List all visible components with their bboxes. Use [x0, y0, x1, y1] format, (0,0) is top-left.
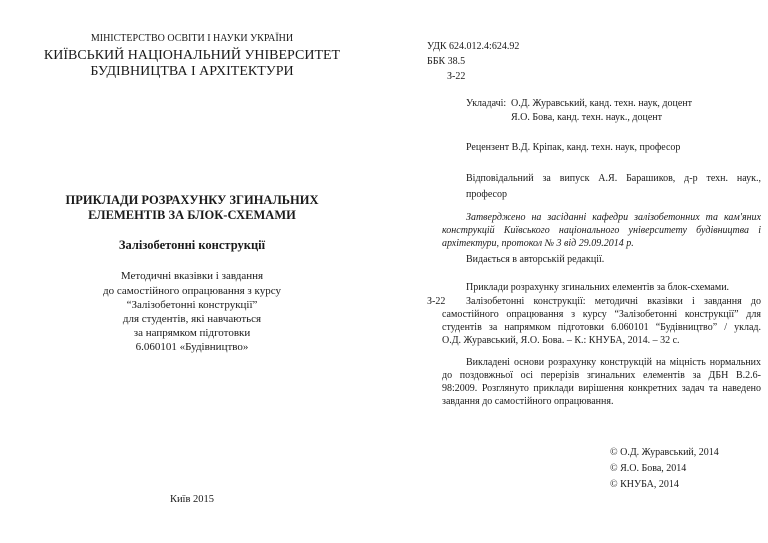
method-line: 6.060101 «Будівництво»	[135, 341, 249, 353]
abstract-line: завдання до самостійного опрацювання.	[442, 396, 614, 407]
udk-code: УДК 624.012.4:624.92	[427, 41, 520, 52]
copyright-line: © Я.О. Бова, 2014	[610, 463, 687, 474]
catalog-line: Залізобетонні конструкції: методичні вказівки і завдання до	[466, 296, 761, 307]
catalog-line: самостійного опрацювання з курсу “Залізобетонні конструкції” для	[442, 309, 761, 320]
copyright-line: © КНУБА, 2014	[610, 479, 679, 490]
approval-line3: архітектури, протокол № 3 від 29.09.2014 р.	[442, 238, 634, 249]
document-subtitle: Залізобетонні конструкції	[118, 238, 266, 252]
responsible-line1: Відповідальний за випуск А.Я. Барашиков, д-р техн. наук.,	[466, 173, 761, 184]
catalog-code: З-22	[427, 296, 446, 307]
method-line: для студентів, які навчаються	[122, 313, 262, 325]
reviewer: Рецензент В.Д. Кріпак, канд. техн. наук, професор	[466, 142, 681, 153]
university-name-line2: БУДІВНИЦТВА І АРХІТЕКТУРИ	[90, 64, 294, 79]
method-line: до самостійного опрацювання з курсу	[103, 285, 281, 297]
abstract-line: до поздовжньої осі перерізів згинальних елементів за ДБН В.2.6-	[442, 370, 761, 381]
city-year: Київ 2015	[169, 494, 215, 505]
catalog-line: студентів за напрямком підготовки 6.060101 “Будівництво” / уклад.	[442, 322, 761, 333]
author-2: Я.О. Бова, канд. техн. наук., доцент	[511, 112, 663, 123]
imprint-page	[384, 0, 768, 543]
copyright-line: © О.Д. Журавський, 2014	[610, 447, 719, 458]
approval-line1: Затверджено на засіданні кафедри залізобетонних та кам'яних	[466, 212, 761, 223]
catalog-title: Приклади розрахунку згинальних елементів за блок-схемами.	[466, 282, 730, 293]
method-line: “Залізобетонні конструкції”	[126, 299, 258, 311]
catalog-line: О.Д. Журавський, Я.О. Бова. – К.: КНУБА, 2014. – 32 с.	[442, 335, 680, 346]
document-title-line2: ЕЛЕМЕНТІВ ЗА БЛОК-СХЕМАМИ	[88, 208, 296, 222]
university-name-line1: КИЇВСЬКИЙ НАЦІОНАЛЬНИЙ УНІВЕРСИТЕТ	[43, 48, 341, 63]
bbk-code: ББК 38.5	[427, 56, 466, 67]
author-1: О.Д. Журавський, канд. техн. наук, доцент	[511, 98, 693, 109]
document-title-line1: ПРИКЛАДИ РОЗРАХУНКУ ЗГИНАЛЬНИХ	[65, 193, 319, 207]
abstract-line: 98:2009. Розглянуто приклади вирішення конкретних задач та наведено	[442, 383, 761, 394]
edition-note: Видається в авторській редакції.	[466, 254, 605, 265]
ministry-name: МІНІСТЕРСТВО ОСВІТИ І НАУКИ УКРАЇНИ	[90, 33, 294, 44]
catalog-index: З-22	[447, 71, 466, 82]
approval-line2: конструкцій Київського національного університету будівництва і	[442, 225, 761, 236]
authors-label: Укладачі:	[466, 98, 507, 109]
method-line: за напрямком підготовки	[133, 327, 251, 339]
abstract-line: Викладені основи розрахунку конструкцій на міцність нормальних	[466, 357, 761, 368]
responsible-line2: професор	[466, 189, 507, 200]
method-line: Методичні вказівки і завдання	[120, 270, 264, 282]
